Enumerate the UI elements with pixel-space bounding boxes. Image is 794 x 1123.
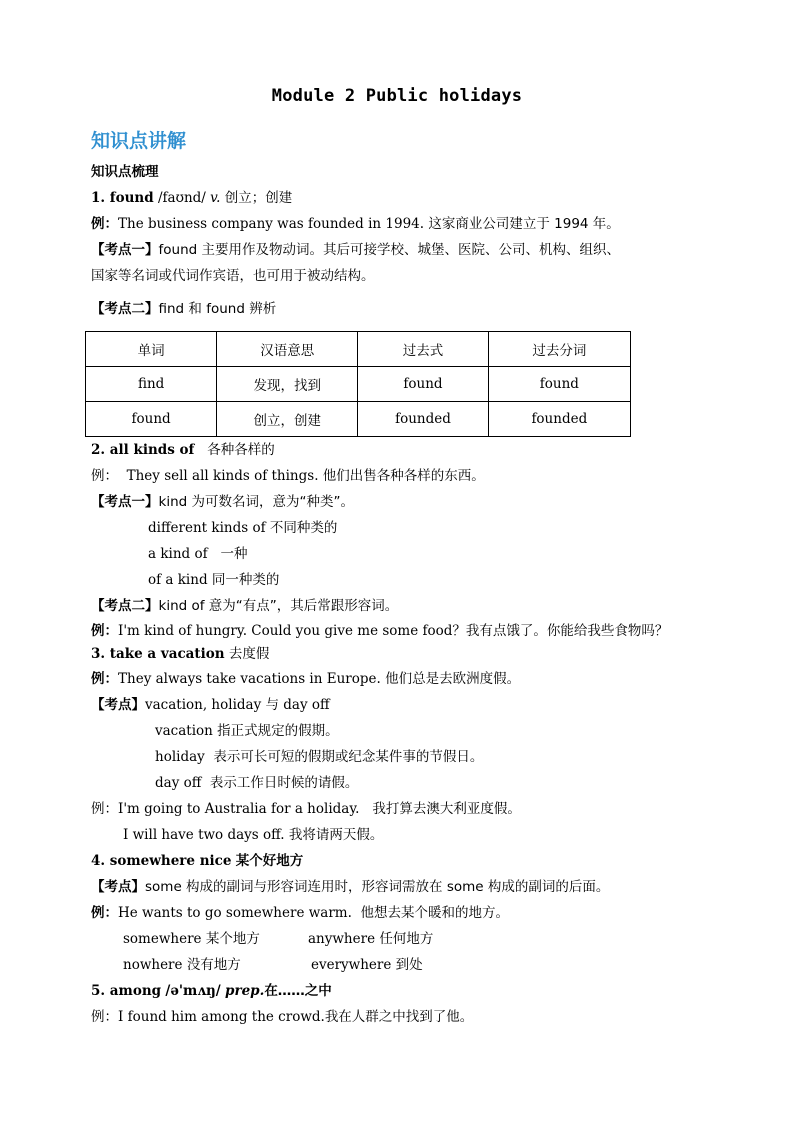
item5-head: 5. among (91, 983, 162, 999)
phrase-cn: 不同种类的 (269, 520, 338, 536)
word-en: everywhere (311, 957, 392, 973)
item2-point2 (91, 597, 398, 615)
item4-example (91, 904, 509, 922)
example-label: 例： (91, 905, 118, 921)
example-label: 例： (91, 216, 118, 232)
item1-point2 (91, 300, 276, 318)
item1-phonetic: /faʊnd/ (157, 190, 206, 206)
table-header: 过去式 (358, 332, 488, 367)
table-header: 单词 (86, 332, 217, 367)
item5-meaning: 在……之中 (264, 983, 332, 999)
phrase-en: a kind of (148, 546, 208, 562)
example-en: I'm kind of hungry. Could you give me some food？ (118, 623, 466, 639)
item2-head: 2. all kinds of (91, 442, 195, 458)
item2-example (91, 467, 485, 485)
example-label: 例： (91, 623, 118, 639)
table-cell: founded (358, 402, 488, 437)
point-text: find 和 found 辨析 (158, 301, 277, 317)
point-label: 【考点一】 (91, 494, 159, 510)
item1-point1-cont: 国家等名词或代词作宾语，也可用于被动结构。 (91, 268, 375, 284)
definition-en: holiday (155, 749, 205, 765)
example-cn: 他们出售各种各样的东西。 (322, 468, 485, 484)
example-label: 例： (91, 468, 118, 484)
item4-line (91, 852, 303, 870)
example-en: I found him among the crowd. (118, 1009, 325, 1025)
word-pair (311, 956, 423, 974)
example-cn: 他想去某个暖和的地方。 (360, 905, 509, 921)
item3-point (91, 696, 330, 714)
table-cell: found (86, 402, 217, 437)
item3-example3 (123, 826, 383, 844)
item2-example2 (91, 622, 668, 640)
example-cn: 他们总是去欧洲度假。 (385, 671, 521, 687)
example-label: 例： (91, 671, 118, 687)
item2-line (91, 441, 275, 459)
table-cell: 创立，创建 (217, 402, 358, 437)
example-cn: 我有点饿了。你能给我些食物吗？ (465, 623, 669, 639)
phrase-line (148, 519, 337, 537)
word-cn: 任何地方 (379, 931, 434, 947)
item1-head: 1. found (91, 190, 154, 206)
table-header-row (86, 332, 631, 367)
example-en: I'm going to Australia for a holiday. (118, 801, 360, 817)
word-cn: 没有地方 (186, 957, 241, 973)
item4-meaning: 某个好地方 (235, 853, 304, 869)
example-en: He wants to go somewhere warm. (118, 905, 352, 921)
word-cn: 某个地方 (205, 931, 260, 947)
item3-line (91, 645, 269, 663)
example-en: They always take vacations in Europe. (118, 671, 381, 687)
table-cell: find (86, 367, 217, 402)
word-pair (308, 930, 433, 948)
example-cn: 我打算去澳大利亚度假。 (372, 801, 521, 817)
example-en: I will have two days off. (123, 827, 285, 843)
point-label: 【考点】 (91, 879, 145, 895)
table-cell: found (358, 367, 488, 402)
item3-head: 3. take a vacation (91, 646, 225, 662)
word-pair (123, 956, 241, 974)
example-label: 例： (91, 801, 118, 817)
point-label: 【考点一】 (91, 242, 159, 258)
item1-pos: v. (210, 190, 221, 206)
word-en: anywhere (308, 931, 376, 947)
definition-cn: 表示可长可短的假期或纪念某件事的节假日。 (213, 749, 484, 765)
phrase-line (148, 571, 279, 589)
example-en: They sell all kinds of things. (126, 468, 319, 484)
point-label: 【考点】 (91, 697, 145, 713)
point-label: 【考点二】 (91, 301, 159, 317)
table-header: 汉语意思 (217, 332, 358, 367)
item1-meaning: 创立；创建 (224, 190, 293, 206)
find-found-table (85, 331, 631, 437)
item4-head: 4. somewhere nice (91, 853, 232, 869)
example-cn: 我在人群之中找到了他。 (324, 1009, 474, 1025)
word-cn: 到处 (395, 957, 423, 973)
definition-en: day off (155, 775, 202, 791)
table-cell: founded (488, 402, 630, 437)
item5-line (91, 982, 332, 1000)
item1-point1 (91, 241, 620, 259)
definition-line (155, 748, 483, 766)
item3-meaning: 去度假 (228, 646, 270, 662)
table-cell: found (488, 367, 630, 402)
phrase-cn: 一种 (220, 546, 248, 562)
example-label: 例： (91, 1009, 118, 1025)
item5-phonetic: /ə'mʌŋ/ (165, 983, 221, 999)
item5-example (91, 1008, 473, 1026)
point-text: vacation, holiday 与 day off (145, 697, 330, 713)
item1-example (91, 215, 620, 233)
word-pair (123, 930, 260, 948)
example-en: The business company was founded in 1994. (118, 216, 425, 232)
point-text: kind of 意为“有点”，其后常跟形容词。 (158, 598, 399, 614)
section-heading: 知识点讲解 (91, 130, 187, 152)
definition-line (155, 774, 358, 792)
page-title: Module 2 Public holidays (271, 86, 523, 106)
definition-cn: 表示工作日时候的请假。 (209, 775, 359, 791)
example-cn: 这家商业公司建立于 1994 年。 (428, 216, 620, 232)
item2-point1 (91, 493, 354, 511)
item4-point (91, 878, 609, 896)
phrase-line (148, 545, 247, 563)
point-text: some 构成的副词与形容词连用时，形容词需放在 some 构成的副词的后面。 (145, 879, 610, 895)
phrase-en: different kinds of (148, 520, 266, 536)
table-header: 过去分词 (488, 332, 630, 367)
table-cell: 发现，找到 (217, 367, 358, 402)
table-row (86, 402, 631, 437)
item3-example (91, 670, 520, 688)
definition-line (155, 722, 339, 740)
example-cn: 我将请两天假。 (288, 827, 384, 843)
item2-meaning: 各种各样的 (207, 442, 275, 458)
definition-en: vacation (155, 723, 213, 739)
phrase-cn: 同一种类的 (211, 572, 280, 588)
word-en: nowhere (123, 957, 183, 973)
item5-pos: prep. (225, 983, 265, 999)
point-text: found 主要用作及物动词。其后可接学校、城堡、医院、公司、机构、组织、 (158, 242, 620, 258)
point-label: 【考点二】 (91, 598, 159, 614)
phrase-en: of a kind (148, 572, 208, 588)
table-row (86, 367, 631, 402)
definition-cn: 指正式规定的假期。 (217, 723, 339, 739)
item3-example2 (91, 800, 521, 818)
item1-line (91, 189, 292, 207)
point-text: kind 为可数名词，意为“种类”。 (158, 494, 354, 510)
subsection-heading: 知识点梳理 (91, 164, 159, 180)
word-en: somewhere (123, 931, 202, 947)
